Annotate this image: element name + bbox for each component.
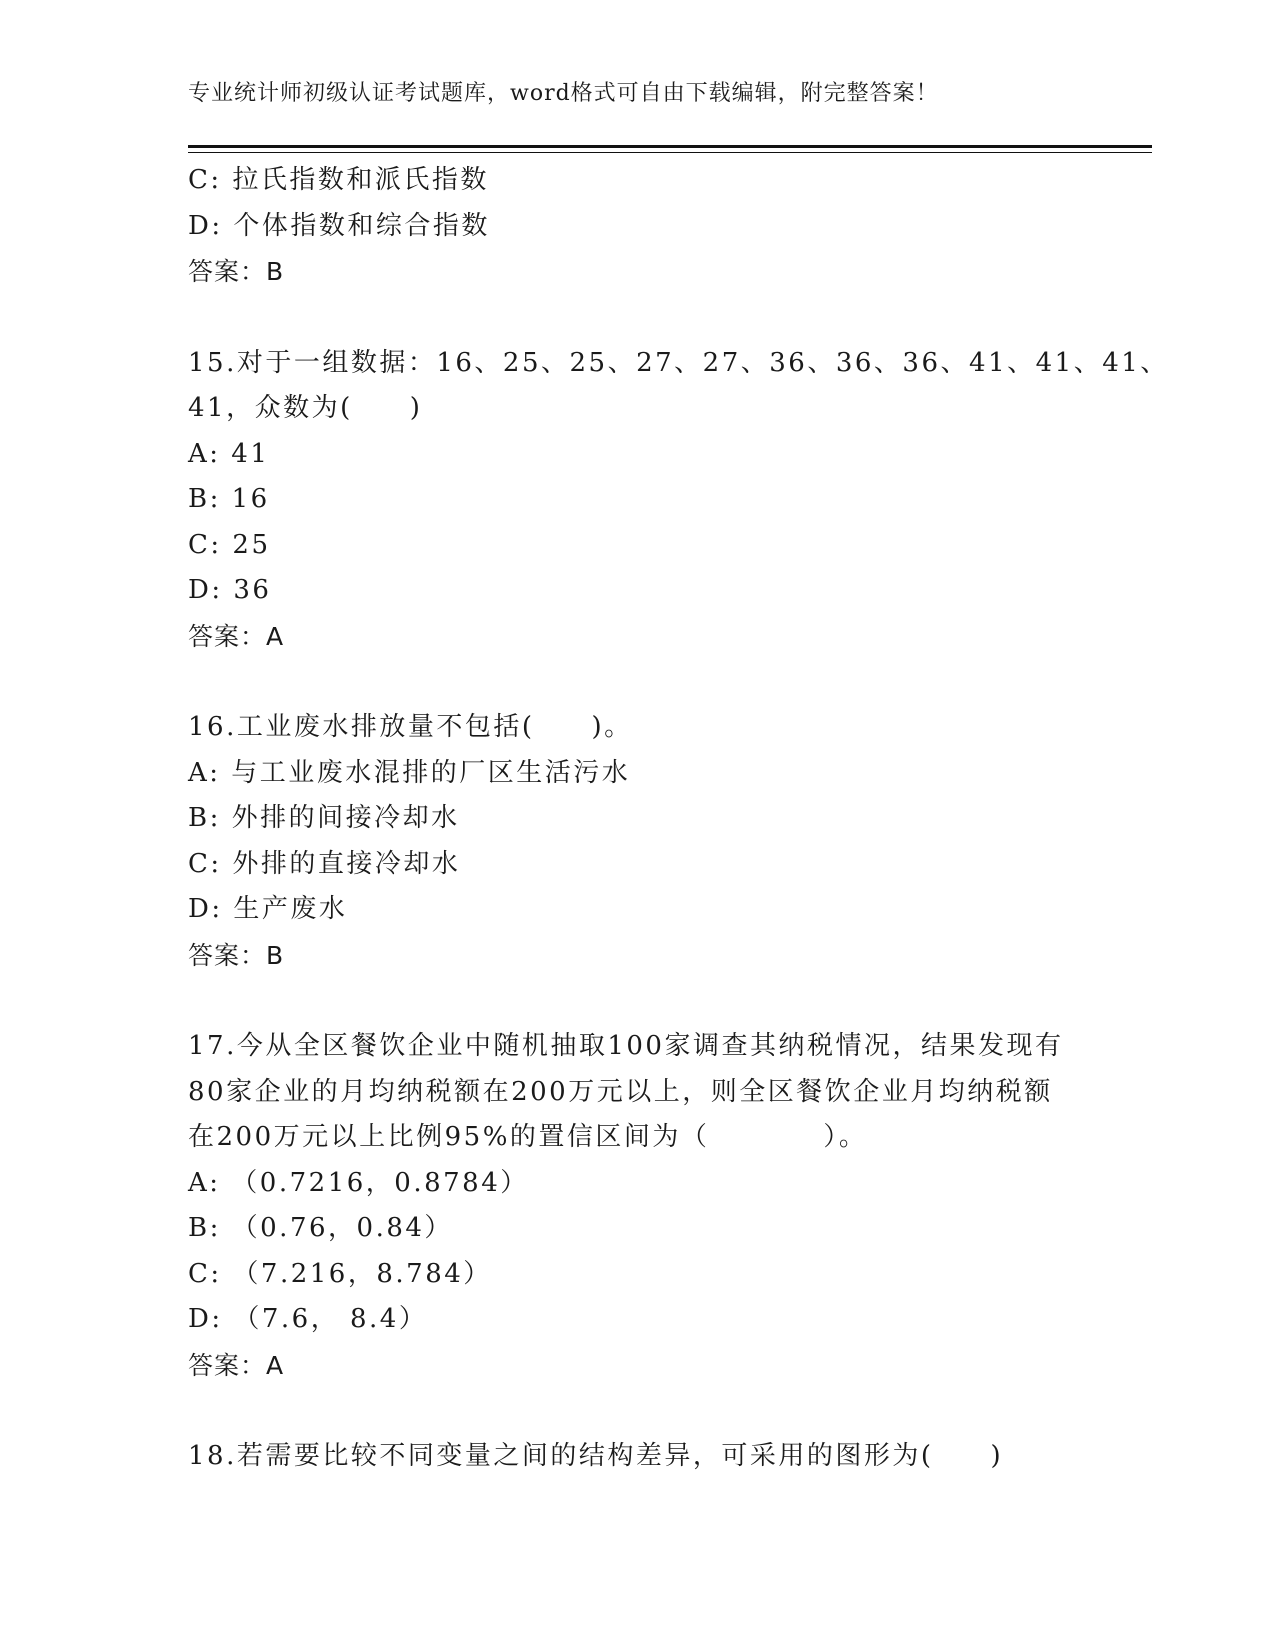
- option-a: A: （0.7216，0.8784）: [188, 1167, 529, 1198]
- question-stem: 80家企业的月均纳税额在200万元以上，则全区餐饮企业月均纳税额: [188, 1076, 1053, 1107]
- spacer: [188, 978, 1088, 1024]
- question-18: [188, 1434, 1088, 1480]
- question-stem: 17.今从全区餐饮企业中随机抽取100家调查其纳税情况，结果发现有: [188, 1031, 1064, 1061]
- answer: 答案：B: [188, 257, 285, 286]
- question-stem: 41，众数为( ): [188, 393, 423, 423]
- option-b: B: 外排的间接冷却水: [188, 803, 460, 833]
- question-stem: 在200万元以上比例95%的置信区间为（ ）。: [188, 1122, 868, 1152]
- header-rule-thin: [188, 152, 1152, 153]
- spacer: [188, 295, 1088, 341]
- question-list: [188, 158, 1169, 1480]
- option-c: C: 25: [188, 529, 271, 560]
- option-c: C: （7.216，8.784）: [188, 1258, 492, 1289]
- option-a: A: 与工业废水混排的厂区生活污水: [188, 757, 631, 788]
- option-d: D: （7.6， 8.4）: [188, 1304, 428, 1334]
- answer: 答案：A: [188, 1350, 285, 1380]
- option-d: D: 个体指数和综合指数: [188, 210, 490, 241]
- question-17: [188, 1024, 1088, 1388]
- header-rule-thick: [188, 145, 1152, 148]
- answer: 答案：A: [188, 621, 285, 651]
- option-d: D: 生产废水: [188, 894, 348, 924]
- answer: 答案：B: [188, 940, 285, 970]
- question-stem: 16.工业废水排放量不包括( )。: [188, 712, 633, 742]
- option-c: C: 外排的直接冷却水: [188, 848, 461, 879]
- option-b: B: （0.76，0.84）: [188, 1213, 453, 1243]
- spacer: [188, 659, 1088, 705]
- question-14: [188, 158, 1088, 295]
- option-d: D: 36: [188, 575, 272, 605]
- option-c: C: 拉氏指数和派氏指数: [188, 165, 489, 195]
- question-16: [188, 705, 1088, 978]
- question-stem: 18.若需要比较不同变量之间的结构差异，可采用的图形为( ): [188, 1441, 1004, 1471]
- option-b: B: 16: [188, 484, 270, 514]
- page-header: 专业统计师初级认证考试题库，word格式可自由下载编辑，附完整答案！: [188, 81, 939, 106]
- question-15: [188, 341, 1169, 660]
- option-a: A: 41: [188, 438, 270, 469]
- question-stem: 15.对于一组数据：16、25、25、27、27、36、36、36、41、41、41、: [188, 347, 1169, 378]
- spacer: [188, 1388, 1088, 1434]
